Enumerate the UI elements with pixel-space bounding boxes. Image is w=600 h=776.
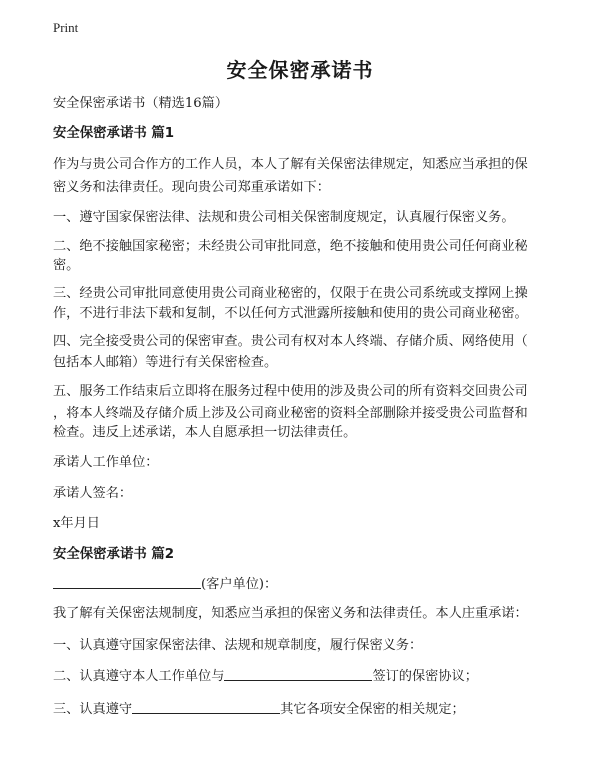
section1-item3-line2: 作，不进行非法下载和复制，不以任何方式泄露所接触和使用的贵公司商业秘密。	[53, 306, 528, 321]
section1-unit-label: 承诺人工作单位：	[53, 455, 159, 470]
section2-heading: 安全保密承诺书 篇2	[53, 547, 175, 562]
document-title: 安全保密承诺书	[226, 58, 374, 82]
section1-item5-line3: 检查。违反上述承诺，本人自愿承担一切法律责任。	[53, 425, 357, 440]
section1-date-label: x年月日	[53, 516, 100, 531]
section1-sign-label: 承诺人签名：	[53, 486, 133, 501]
client-unit-blank[interactable]	[53, 574, 201, 589]
section1-item5-line1: 五、服务工作结束后立即将在服务过程中使用的涉及贵公司的所有资料交回贵公司	[53, 384, 528, 399]
item2-party-blank[interactable]	[224, 666, 372, 681]
section1-intro-line2: 密义务和法律责任。现向贵公司郑重承诺如下：	[53, 180, 330, 195]
client-unit-suffix: (客户单位)：	[201, 577, 278, 592]
document-subtitle: 安全保密承诺书（精选16篇）	[53, 96, 229, 111]
section1-item2-line2: 密。	[53, 258, 80, 273]
section1-item4-line2: 包括本人邮箱）等进行有关保密检查。	[53, 355, 278, 370]
section1-item3-line1: 三、经贵公司审批同意使用贵公司商业秘密的，仅限于在贵公司系统或支撑网上操	[53, 286, 528, 301]
section2-item3-suffix: 其它各项安全保密的相关规定；	[280, 702, 465, 717]
section1-item1: 一、遵守国家保密法律、法规和贵公司相关保密制度规定，认真履行保密义务。	[53, 210, 515, 225]
section2-item3	[53, 698, 553, 721]
section1-item5-line2: ，将本人终端及存储介质上涉及公司商业秘密的资料全部删除并接受贵公司监督和	[53, 406, 528, 421]
section1-heading: 安全保密承诺书 篇1	[53, 126, 175, 141]
section1-item2-line1: 二、绝不接触国家秘密；未经贵公司审批同意，绝不接触和使用贵公司任何商业秘	[53, 239, 528, 254]
section2-item3-prefix: 三、认真遵守	[53, 702, 133, 717]
print-link[interactable]: Print	[53, 20, 79, 35]
section1-intro-line1: 作为与贵公司合作方的工作人员，本人了解有关保密法律规定，知悉应当承担的保	[53, 157, 528, 172]
item3-party-blank[interactable]	[132, 699, 280, 714]
section1-item4-line1: 四、完全接受贵公司的保密审查。贵公司有权对本人终端、存储介质、网络使用（	[53, 334, 528, 349]
section2-client-line	[53, 573, 553, 596]
section2-item1: 一、认真遵守国家保密法律、法规和规章制度，履行保密义务：	[53, 638, 423, 653]
section2-item2-suffix: 签订的保密协议；	[372, 669, 478, 684]
section2-intro: 我了解有关保密法规制度，知悉应当承担的保密义务和法律责任。本人庄重承诺：	[53, 606, 528, 621]
section2-item2	[53, 665, 553, 688]
section2-item2-prefix: 二、认真遵守本人工作单位与	[53, 669, 225, 684]
